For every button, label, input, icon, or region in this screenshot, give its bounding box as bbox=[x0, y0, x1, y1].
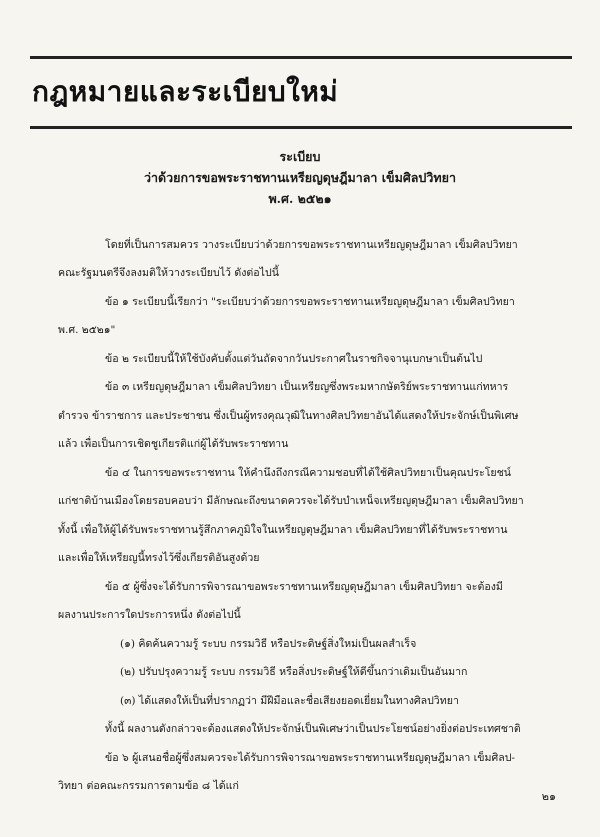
body-line-15: (๑) คิดค้นความรู้ ระบบ กรรมวิธี หรือประดิษฐ์สิ่งใหม่เป็นผลสำเร็จ bbox=[120, 638, 417, 650]
body-line-19: ข้อ ๖ ผู้เสนอชื่อผู้ซึ่งสมควรจะได้รับการพิจารณาขอพระราชทานเหรียญดุษฎีมาลา เข็มศิลป- bbox=[105, 752, 516, 764]
body-line-3: ข้อ ๑ ระเบียบนี้เรียกว่า "ระเบียบว่าด้วยการขอพระราชทานเหรียญดุษฎีมาลา เข็มศิลปวิทยา bbox=[105, 296, 515, 308]
section-heading: กฎหมายและระเบียบใหม่ bbox=[32, 75, 339, 108]
body-line-5: ข้อ ๒ ระเบียบนี้ให้ใช้บังคับตั้งแต่วันถัดจากวันประกาศในราชกิจจานุเบกษาเป็นต้นไป bbox=[105, 353, 483, 365]
regulation-title-block bbox=[0, 146, 600, 209]
body-line-16: (๒) ปรับปรุงความรู้ ระบบ กรรมวิธี หรือสิ่งประดิษฐ์ให้ดีขึ้นกว่าเดิมเป็นอันมาก bbox=[120, 666, 468, 678]
body-line-10: แก่ชาติบ้านเมืองโดยรอบคอบว่า มีลักษณะถึงขนาดควรจะได้รับบำเหน็จเหรียญดุษฎีมาลา เข็มศิลปวิทยา bbox=[58, 495, 524, 507]
regulation-subject: ว่าด้วยการขอพระราชทานเหรียญดุษฎีมาลา เข็มศิลปวิทยา bbox=[144, 170, 456, 185]
body-line-2: คณะรัฐมนตรีจึงลงมติให้วางระเบียบไว้ ดังต่อไปนี้ bbox=[58, 267, 279, 279]
bottom-rule bbox=[30, 126, 572, 129]
body-line-9: ข้อ ๔ ในการขอพระราชทาน ให้คำนึงถึงกรณีความชอบที่ได้ใช้ศิลปวิทยาเป็นคุณประโยชน์ bbox=[105, 467, 512, 479]
body-line-7: ตำรวจ ข้าราชการ และประชาชน ซึ่งเป็นผู้ทรงคุณวุฒิในทางศิลปวิทยาอันได้แสดงให้ประจักษ์เป็นพิเศษ bbox=[58, 410, 519, 422]
body-line-14: ผลงานประการใดประการหนึ่ง ดังต่อไปนี้ bbox=[58, 609, 241, 621]
body-line-11: ทั้งนี้ เพื่อให้ผู้ได้รับพระราชทานรู้สึกภาคภูมิใจในเหรียญดุษฎีมาลา เข็มศิลปวิทยาที่ได้รับพระราชทาน bbox=[58, 524, 508, 536]
body-line-13: ข้อ ๕ ผู้ซึ่งจะได้รับการพิจารณาขอพระราชทานเหรียญดุษฎีมาลา เข็มศิลปวิทยา จะต้องมี bbox=[105, 581, 503, 593]
page-number: ๒๑ bbox=[541, 790, 556, 803]
body-line-4: พ.ศ. ๒๕๒๑" bbox=[58, 324, 116, 336]
top-rule bbox=[30, 56, 572, 59]
regulation-label: ระเบียบ bbox=[279, 149, 321, 164]
body-line-20: วิทยา ต่อคณะกรรมการตามข้อ ๘ ได้แก่ bbox=[58, 780, 239, 792]
regulation-year: พ.ศ. ๒๕๒๑ bbox=[268, 191, 332, 206]
body-line-8: แล้ว เพื่อเป็นการเชิดชูเกียรติแก่ผู้ได้รับพระราชทาน bbox=[58, 438, 289, 450]
body-line-1: โดยที่เป็นการสมควร วางระเบียบว่าด้วยการขอพระราชทานเหรียญดุษฎีมาลา เข็มศิลปวิทยา bbox=[105, 239, 518, 251]
body-line-12: และเพื่อให้เหรียญนี้ทรงไว้ซึ่งเกียรติอันสูงด้วย bbox=[58, 552, 260, 564]
body-line-17: (๓) ได้แสดงให้เป็นที่ปรากฏว่า มีฝีมือและชื่อเสียงยอดเยี่ยมในทางศิลปวิทยา bbox=[120, 695, 459, 707]
body-line-6: ข้อ ๓ เหรียญดุษฎีมาลา เข็มศิลปวิทยา เป็นเหรียญซึ่งพระมหากษัตริย์พระราชทานแก่ทหาร bbox=[105, 381, 509, 393]
body-line-18: ทั้งนี้ ผลงานดังกล่าวจะต้องแสดงให้ประจักษ์เป็นพิเศษว่าเป็นประโยชน์อย่างยิ่งต่อประเทศชาติ bbox=[105, 723, 521, 735]
